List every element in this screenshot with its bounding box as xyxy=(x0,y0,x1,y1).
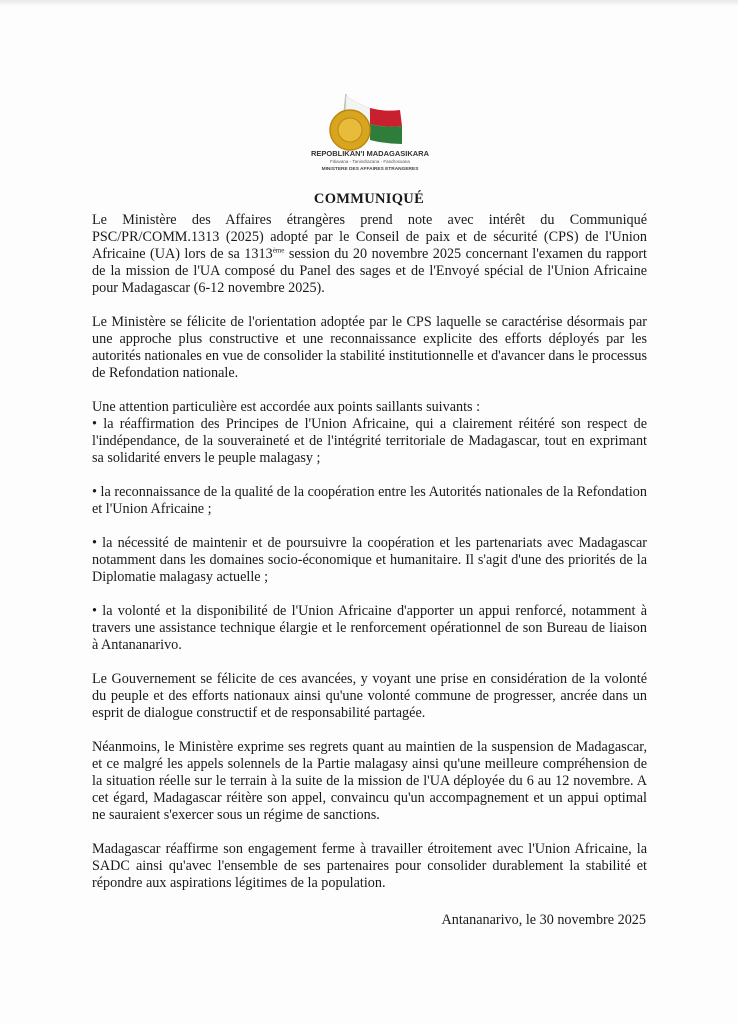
page-title: COMMUNIQUÉ xyxy=(313,191,425,207)
bullet-item: • la reconnaissance de la qualité de la coopération entre les Autorités nationales de la Refondation et l'Union Africaine ; xyxy=(92,484,647,517)
bullet-item: • la volonté et la disponibilité de l'Union Africaine d'apporter un appui renforcé, notamment à travers une assistance technique élargie et le renforcement opérationnel de son Bureau de liaison à Antananarivo. xyxy=(92,603,647,653)
paragraph-government: Le Gouvernement se félicite de ces avancées, y voyant une prise en considération de la volonté du peuple et des efforts nationaux ainsi qu'une volonté commune de progresser, ancrée dans un esprit de dialogue constructif et de responsabilité partagée. xyxy=(92,671,647,721)
paragraph-regrets: Néanmoins, le Ministère exprime ses regrets quant au maintien de la suspension de Madagascar, et ce malgré les appels solennels de la Partie malagasy ainsi qu'une meilleure compréhension de la situation réelle sur le terrain à la suite de la mission de l'UA déployée du 6 au 12 novembre. A cet égard, Madagascar réitère son appel, convaincu qu'un accompagnement et un appui optimal ne sauraient s'exercer sous un régime de sanctions. xyxy=(92,739,647,823)
paragraph-orientation: Le Ministère se félicite de l'orientation adoptée par le CPS laquelle se caractérise désormais par une approche plus constructive et une reconnaissance explicite des efforts déployés par les autorités nationales en vue de consolider la stabilité institutionnelle et d'avancer dans le processus de Refondation nationale. xyxy=(92,314,647,381)
top-shadow xyxy=(0,0,738,6)
ordinal-suffix: ème xyxy=(272,246,285,255)
bullet-item: • la réaffirmation des Principes de l'Union Africaine, qui a clairement réitéré son respect de l'indépendance, de la souveraineté et de l'intégrité territoriale de Madagascar, tout en exprimant sa solidarité envers le peuple malagasy ; xyxy=(92,416,647,466)
logo-text-line1: REPOBLIKAN'I MADAGASIKARA xyxy=(310,149,430,158)
paragraph-commitment: Madagascar réaffirme son engagement ferme à travailler étroitement avec l'Union Africaine, la SADC ainsi qu'avec l'ensemble de ses partenaires pour consolider durablement la stabilité et répondre aux aspirations légitimes de la population. xyxy=(92,841,647,891)
intro-text-a: Le Ministère des Affaires étrangères prend note avec intérêt du Communiqué PSC/PR/COMM.1313 (2025) adopté par le Conseil de paix et de sécurité (CPS) de l'Union Africaine (UA) lors de sa 1313 xyxy=(92,212,647,262)
ministry-logo xyxy=(298,90,443,172)
intro-text-b: session du 20 novembre 2025 concernant l'examen du rapport de la mission de l'UA composé du Panel des sages et de l'Envoyé spécial de l'Union Africaine pour Madagascar (6-12 novembre 2025). xyxy=(92,246,647,296)
paragraph-intro xyxy=(92,212,647,297)
paragraph-points-intro: Une attention particulière est accordée aux points saillants suivants : xyxy=(92,399,481,415)
logo-text-line3: MINISTERE DES AFFAIRES ETRANGERES xyxy=(321,167,419,172)
signature-place-date: Antananarivo, le 30 novembre 2025 xyxy=(441,912,646,928)
logo-text-line2: Fitiavana - Tanindrazana - Fandrosoana xyxy=(330,159,410,164)
bullet-item: • la nécessité de maintenir et de poursuivre la coopération et les partenariats avec Madagascar notamment dans les domaines socio-économique et humanitaire. Il s'agit d'une des priorités de la Diplomatie malagasy actuelle ; xyxy=(92,535,647,585)
communique-body xyxy=(92,212,647,909)
